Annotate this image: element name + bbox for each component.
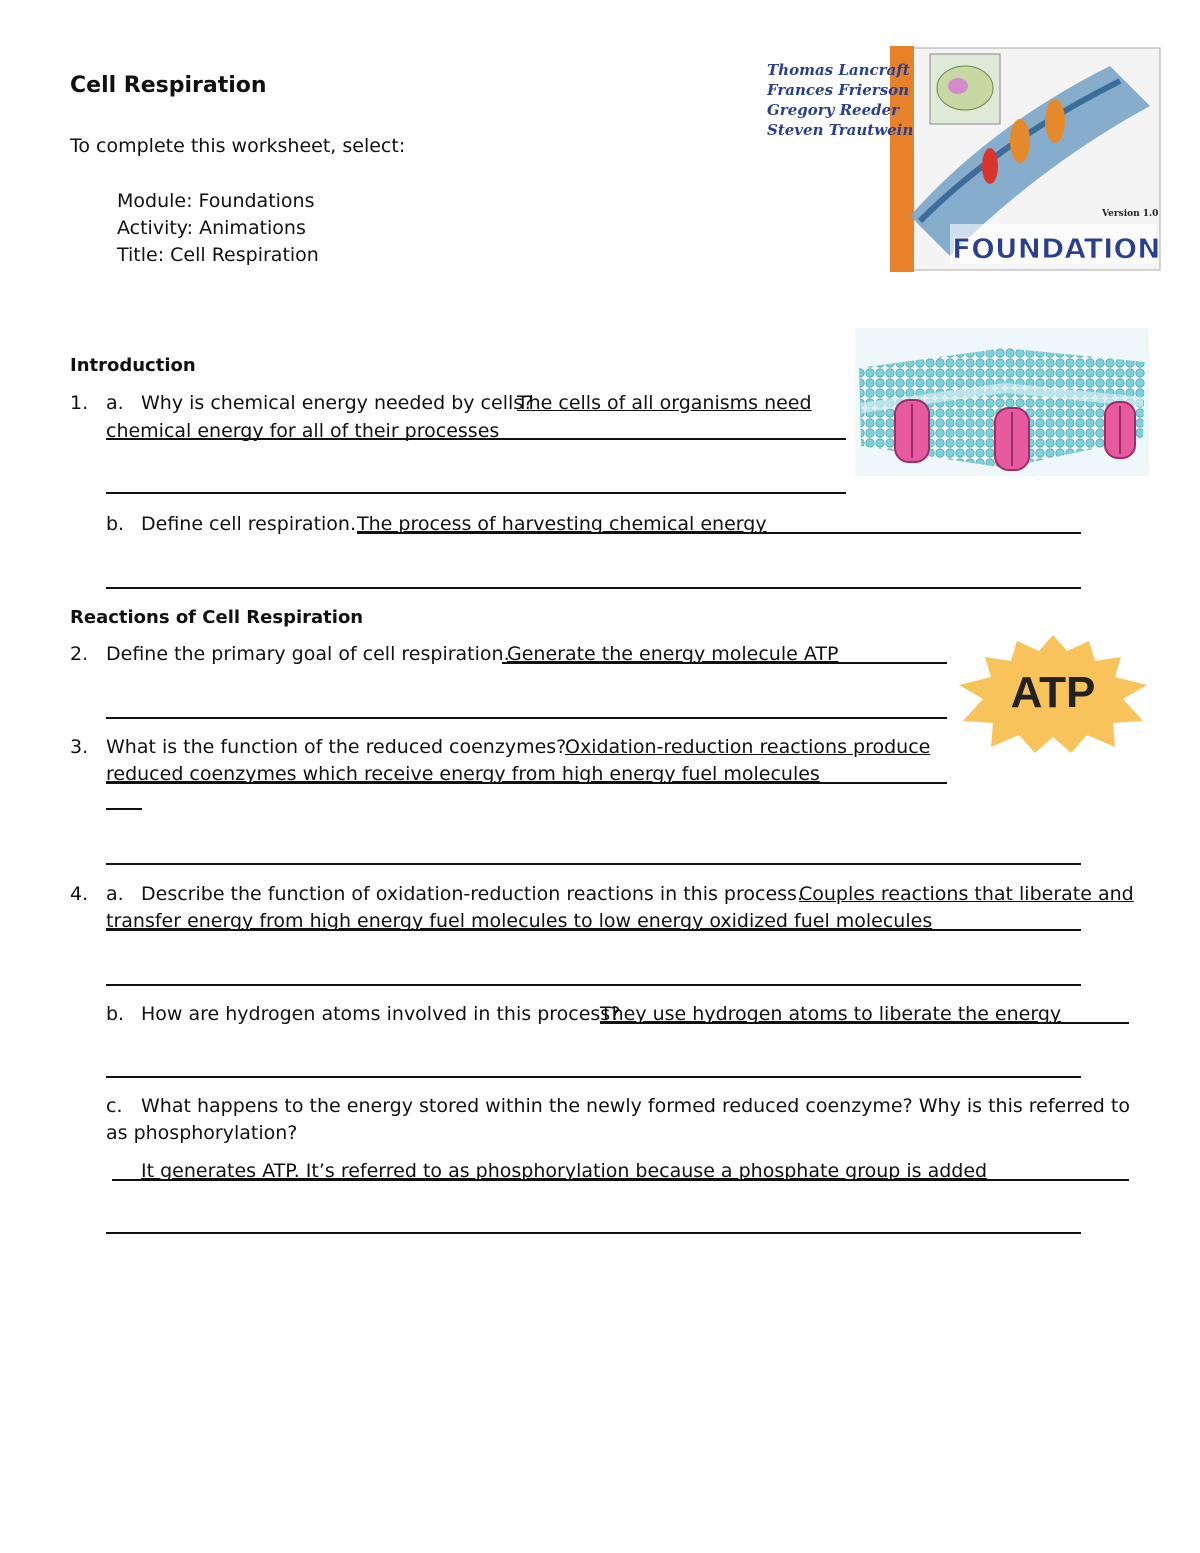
- module-line: Module: Foundations: [117, 190, 315, 212]
- answer-line: [502, 662, 947, 664]
- question-4a-prompt: Describe the function of oxidation-reduction reactions in this process.: [141, 883, 803, 905]
- question-1a-prompt: Why is chemical energy needed by cells?: [141, 392, 534, 414]
- worksheet-title: Cell Respiration: [70, 73, 267, 98]
- question-1a-answer: chemical energy for all of their processes: [106, 420, 500, 442]
- question-letter: a.: [106, 392, 124, 414]
- activity-line: Activity: Animations: [117, 217, 306, 239]
- answer-line-short: [106, 808, 142, 810]
- question-letter: b.: [106, 1003, 125, 1025]
- cover-author: Frances Frierson: [767, 81, 910, 99]
- cover-author: Steven Trautwein: [767, 121, 914, 139]
- question-3-answer: Oxidation-reduction reactions produce: [565, 736, 931, 758]
- question-1a-answer: The cells of all organisms need: [517, 392, 812, 414]
- answer-line: [106, 1076, 1081, 1078]
- answer-line: [106, 1232, 1081, 1234]
- atp-label: ATP: [1010, 668, 1096, 717]
- cover-authors: [767, 60, 913, 140]
- answer-line: [106, 929, 1081, 931]
- cover-author: Gregory Reeder: [767, 101, 900, 119]
- question-2-prompt: Define the primary goal of cell respiration.: [106, 643, 510, 665]
- question-2-answer: Generate the energy molecule ATP: [507, 643, 839, 665]
- question-4c-prompt: as phosphorylation?: [106, 1122, 298, 1144]
- question-4c-prompt: What happens to the energy stored within the newly formed reduced coenzyme? Why is this referred to: [141, 1095, 1130, 1117]
- answer-line: [106, 587, 1081, 589]
- cover-brand: FOUNDATIONS: [952, 232, 1162, 265]
- foundations-cover-image: [890, 46, 1162, 272]
- question-4c-answer: It generates ATP. It’s referred to as phosphorylation because a phosphate group is added: [141, 1160, 988, 1182]
- answer-line: [357, 532, 1081, 534]
- atp-burst-image: [955, 633, 1151, 755]
- answer-line: [106, 492, 846, 494]
- question-number: 2.: [70, 643, 89, 665]
- question-3-answer: reduced coenzymes which receive energy from high energy fuel molecules: [106, 763, 820, 785]
- question-4a-answer: Couples reactions that liberate and: [799, 883, 1134, 905]
- answer-line: [106, 782, 947, 784]
- instruction-text: To complete this worksheet, select:: [70, 135, 406, 157]
- question-letter: c.: [106, 1095, 123, 1117]
- question-letter: a.: [106, 883, 124, 905]
- title-line: Title: Cell Respiration: [117, 244, 319, 266]
- answer-line: [112, 1179, 1129, 1181]
- question-4b-answer: They use hydrogen atoms to liberate the energy: [600, 1003, 1062, 1025]
- answer-line: [106, 717, 947, 719]
- question-letter: b.: [106, 513, 125, 535]
- cover-author: Thomas Lancraft: [767, 61, 910, 79]
- answer-line: [106, 863, 1081, 865]
- membrane-illustration: [855, 328, 1149, 476]
- question-number: 3.: [70, 736, 89, 758]
- answer-line: [106, 438, 846, 440]
- question-3-prompt: What is the function of the reduced coenzymes?: [106, 736, 567, 758]
- section-heading-introduction: Introduction: [70, 355, 196, 376]
- question-1b-answer: The process of harvesting chemical energy: [357, 513, 767, 535]
- answer-line: [106, 984, 1081, 986]
- question-4b-prompt: How are hydrogen atoms involved in this process?: [141, 1003, 621, 1025]
- question-number: 4.: [70, 883, 89, 905]
- section-heading-reactions: Reactions of Cell Respiration: [70, 607, 364, 628]
- cover-version: Version 1.0: [1102, 209, 1159, 219]
- question-number: 1.: [70, 392, 89, 414]
- question-1b-prompt: Define cell respiration.: [141, 513, 357, 535]
- answer-line: [600, 1022, 1129, 1024]
- question-4a-answer: transfer energy from high energy fuel molecules to low energy oxidized fuel molecules: [106, 910, 933, 932]
